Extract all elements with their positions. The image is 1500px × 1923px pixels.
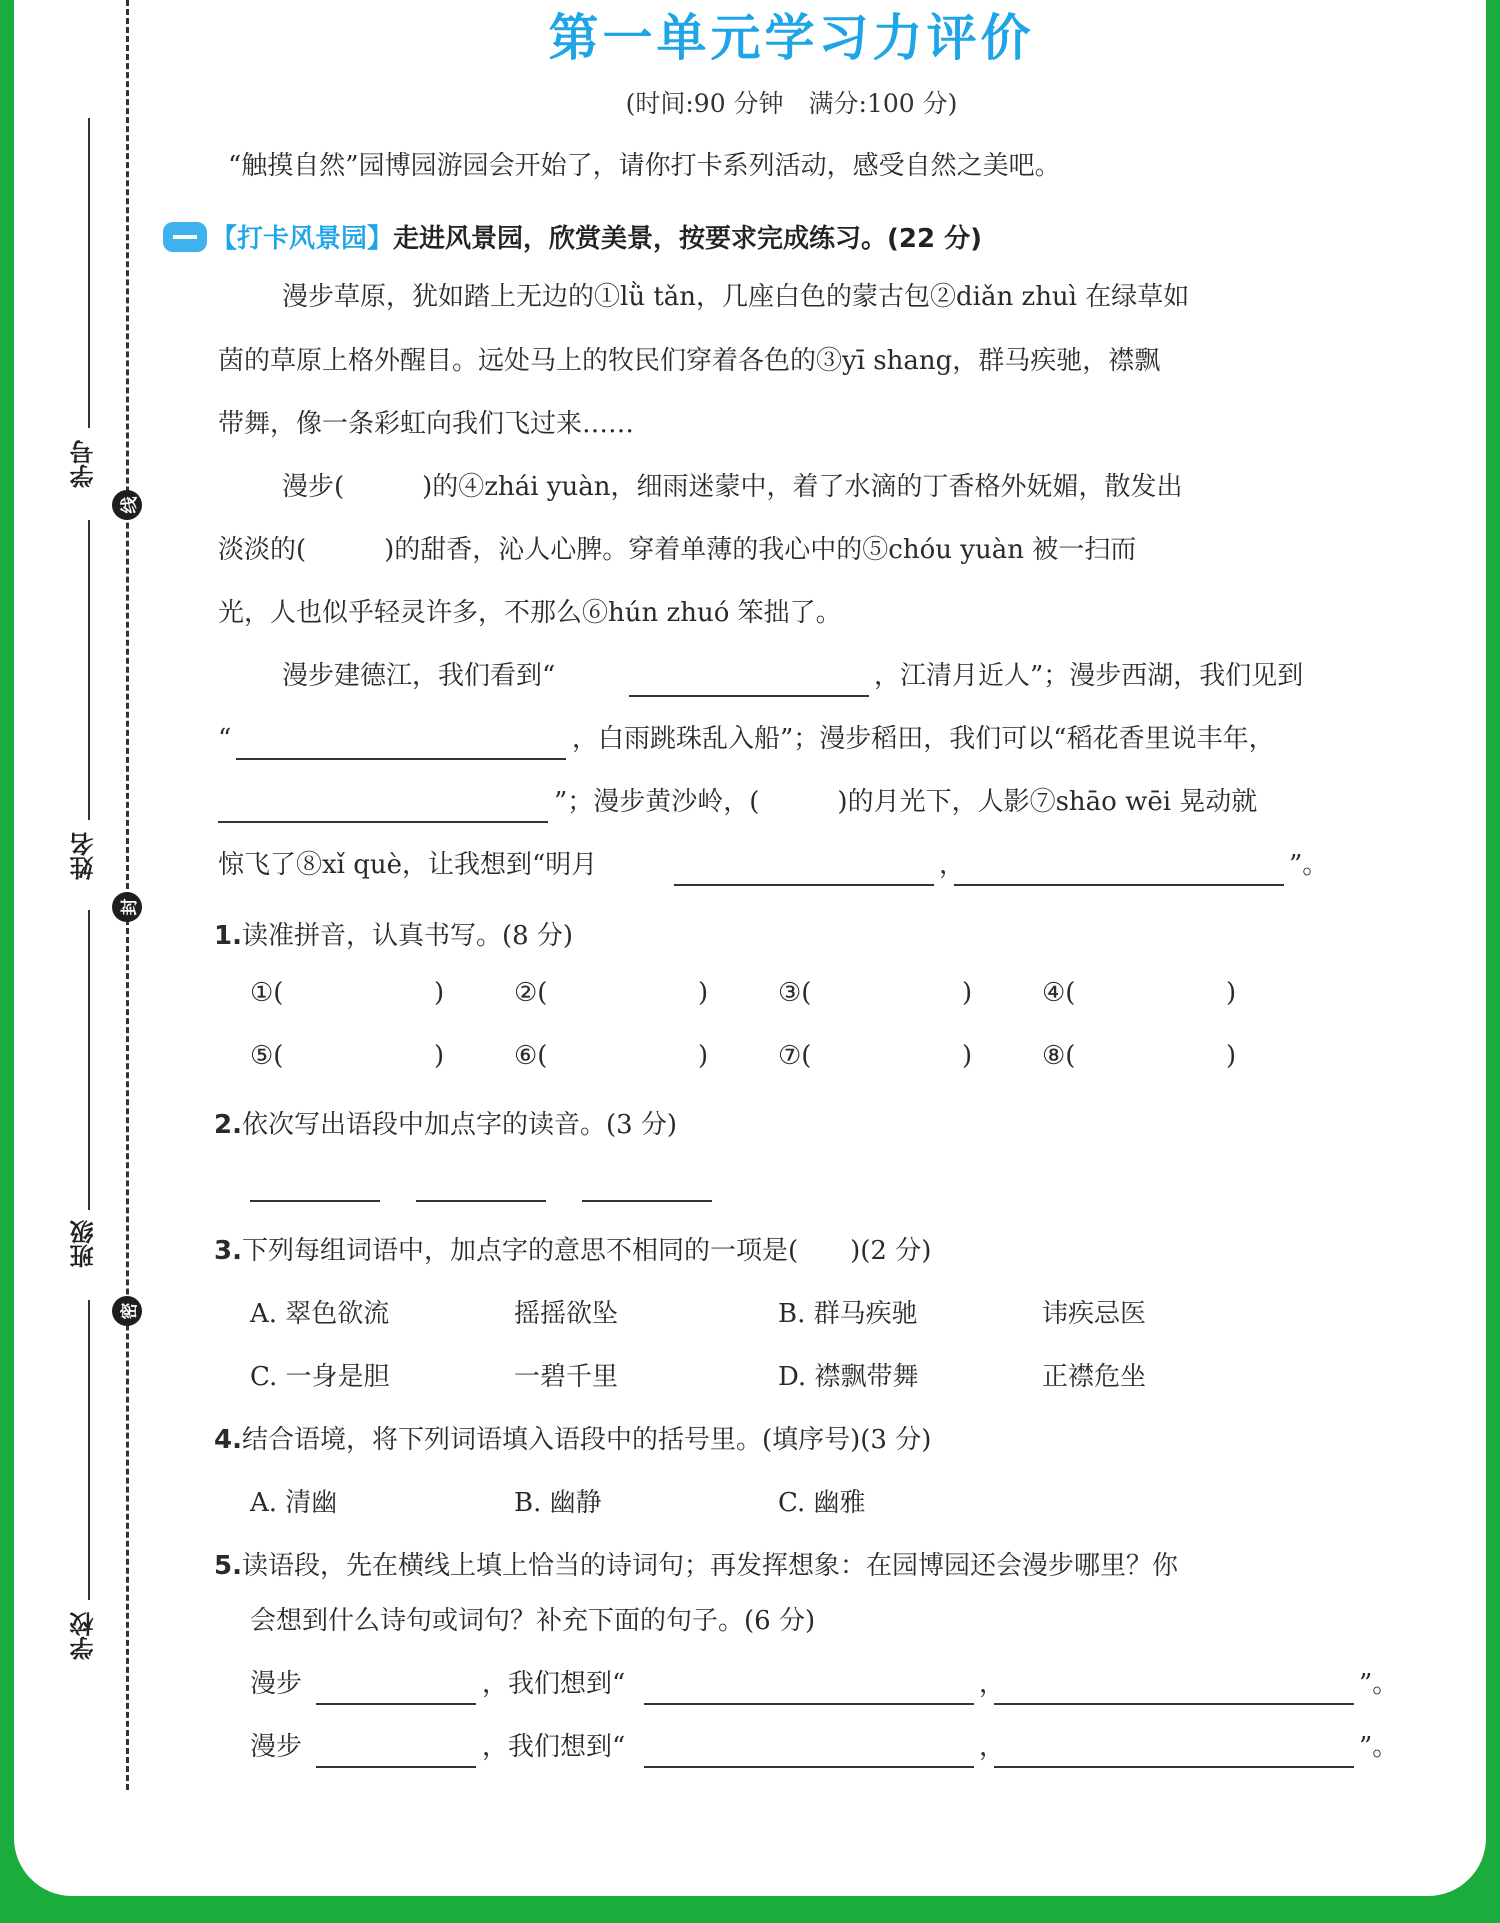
q1-slot-8-close: ): [1226, 1041, 1237, 1071]
q4-option-b: B. 幽静: [514, 1488, 602, 1518]
q5-row-1-verse-blank-2[interactable]: [994, 1703, 1354, 1705]
q5-row-2-verse-blank-1[interactable]: [644, 1766, 974, 1768]
class-line: [88, 910, 90, 1210]
question-4-text: 结合语境，将下列词语填入语段中的括号里。(填序号)(3 分): [241, 1425, 932, 1455]
school-label: 学校: [70, 1612, 98, 1660]
passage-line-10a: 惊飞了⑧xǐ què，让我想到“明月: [218, 850, 598, 880]
q1-slot-1-open: ①(: [250, 978, 284, 1008]
q1-slot-7-open: ⑦(: [778, 1041, 812, 1071]
question-5-text-1: 读语段，先在横线上填上恰当的诗词句；再发挥想象：在园博园还会漫步哪里？你: [241, 1551, 1178, 1581]
intro-text: “触摸自然”园博园游园会开始了，请你打卡系列活动，感受自然之美吧。: [228, 151, 1061, 181]
poem-blank-4[interactable]: [674, 884, 934, 886]
q3-option-c-2: 一碧千里: [514, 1362, 619, 1392]
seal-line-mark: 线: [112, 490, 142, 520]
question-2: [214, 1104, 677, 1141]
section-number-badge: [163, 222, 207, 252]
poem-blank-5[interactable]: [954, 884, 1284, 886]
poem-blank-1[interactable]: [629, 695, 869, 697]
question-5-number: 5.: [214, 1551, 242, 1581]
student-id-label: 学号: [70, 440, 98, 488]
passage-line-5: 淡淡的( )的甜香，沁人心脾。穿着单薄的我心中的⑤chóu yuàn 被一扫而: [218, 535, 1137, 565]
q1-slot-6-open: ⑥(: [514, 1041, 548, 1071]
q4-option-a: A. 清幽: [250, 1488, 338, 1518]
poem-blank-3[interactable]: [218, 821, 548, 823]
q3-option-a-1: A. 翠色欲流: [250, 1299, 390, 1329]
passage-line-2: 茵的草原上格外醒目。远处马上的牧民们穿着各色的③yī shang，群马疾驰，襟飘: [218, 346, 1161, 376]
q5-row-2-mid: ，我们想到“: [482, 1732, 626, 1762]
q5-row-1-end: ”。: [1359, 1669, 1399, 1699]
passage-line-6: 光，人也似乎轻灵许多，不那么⑥hún zhuó 笨拙了。: [218, 598, 842, 628]
passage-line-8b: ，白雨跳珠乱入船”；漫步稻田，我们可以“稻花香里说丰年，: [572, 724, 1275, 754]
passage-line-9: ”；漫步黄沙岭，( )的月光下，人影⑦shāo wēi 晃动就: [554, 787, 1258, 817]
q1-slot-5-close: ): [434, 1041, 445, 1071]
q3-option-c-1: C. 一身是胆: [250, 1362, 390, 1392]
school-line: [88, 1300, 90, 1600]
exam-page: [14, 0, 1486, 1896]
q5-row-2-end: ”。: [1359, 1732, 1399, 1762]
question-3-text: 下列每组词语中，加点字的意思不相同的一项是( )(2 分): [241, 1236, 932, 1266]
q1-slot-7-close: ): [962, 1041, 973, 1071]
section-one-heading: [163, 218, 982, 255]
passage-line-4: 漫步( )的④zhái yuàn，细雨迷蒙中，着了水滴的丁香格外妩媚，散发出: [282, 472, 1183, 502]
page-subtitle: (时间:90 分钟 满分:100 分): [625, 89, 958, 118]
q1-slot-4-close: ): [1226, 978, 1237, 1008]
question-5: [214, 1545, 1178, 1582]
q3-option-d-2: 正襟危坐: [1042, 1362, 1147, 1392]
passage-line-1: 漫步草原，犹如踏上无边的①lǜ tǎn，几座白色的蒙古包②diǎn zhuì 在绿草如: [282, 282, 1190, 312]
q4-option-c: C. 幽雅: [778, 1488, 866, 1518]
passage-line-3: 带舞，像一条彩虹向我们飞过来……: [218, 409, 635, 439]
class-label: 班级: [70, 1220, 98, 1268]
q5-row-1-place-blank[interactable]: [316, 1703, 476, 1705]
q5-row-1-comma: ，: [979, 1669, 1006, 1699]
question-2-text: 依次写出语段中加点字的读音。(3 分): [241, 1110, 678, 1140]
section-tag: 【打卡风景园】: [211, 224, 394, 254]
q1-slot-3-close: ): [962, 978, 973, 1008]
q3-option-b-1: B. 群马疾驰: [778, 1299, 918, 1329]
question-4: [214, 1419, 931, 1456]
name-line: [88, 520, 90, 820]
name-label: 姓名: [70, 832, 98, 880]
passage-line-8a: “: [218, 724, 232, 754]
section-title: 走进风景园，欣赏美景，按要求完成练习。(22 分): [393, 224, 983, 254]
q1-slot-6-close: ): [698, 1041, 709, 1071]
seal-seal-mark: 封: [112, 892, 142, 922]
seal-fold-mark: 密: [112, 1296, 142, 1326]
question-1-number: 1.: [214, 921, 242, 951]
student-id-line: [88, 118, 90, 428]
q2-blank-2[interactable]: [416, 1200, 546, 1202]
question-3: [214, 1230, 931, 1267]
q3-option-d-1: D. 襟飘带舞: [778, 1362, 919, 1392]
question-1-text: 读准拼音，认真书写。(8 分): [241, 921, 574, 951]
q5-row-1-verse-blank-1[interactable]: [644, 1703, 974, 1705]
q2-blank-3[interactable]: [582, 1200, 712, 1202]
q1-slot-8-open: ⑧(: [1042, 1041, 1076, 1071]
question-5-text-2: 会想到什么诗句或词句？补充下面的句子。(6 分): [250, 1606, 816, 1636]
q5-row-2-verse-blank-2[interactable]: [994, 1766, 1354, 1768]
q3-option-a-2: 摇摇欲坠: [514, 1299, 619, 1329]
passage-line-10b: ，: [939, 850, 966, 880]
q5-row-1-lead: 漫步: [250, 1669, 303, 1699]
q2-blank-1[interactable]: [250, 1200, 380, 1202]
question-3-number: 3.: [214, 1236, 242, 1266]
q5-row-2-comma: ，: [979, 1732, 1006, 1762]
q1-slot-5-open: ⑤(: [250, 1041, 284, 1071]
question-4-number: 4.: [214, 1425, 242, 1455]
q1-slot-2-close: ): [698, 978, 709, 1008]
passage-line-7b: ，江清月近人”；漫步西湖，我们见到: [874, 661, 1304, 691]
q1-slot-2-open: ②(: [514, 978, 548, 1008]
q1-slot-4-open: ④(: [1042, 978, 1076, 1008]
q5-row-1-mid: ，我们想到“: [482, 1669, 626, 1699]
passage-line-7a: 漫步建德江，我们看到“: [282, 661, 556, 691]
question-2-number: 2.: [214, 1110, 242, 1140]
q1-slot-1-close: ): [434, 978, 445, 1008]
q1-slot-3-open: ③(: [778, 978, 812, 1008]
poem-blank-2[interactable]: [236, 758, 566, 760]
passage-line-10c: ”。: [1289, 850, 1329, 880]
page-title: 第一单元学习力评价: [548, 9, 1035, 67]
q3-option-b-2: 讳疾忌医: [1042, 1299, 1147, 1329]
q5-row-2-place-blank[interactable]: [316, 1766, 476, 1768]
question-1: [214, 915, 573, 952]
q5-row-2-lead: 漫步: [250, 1732, 303, 1762]
